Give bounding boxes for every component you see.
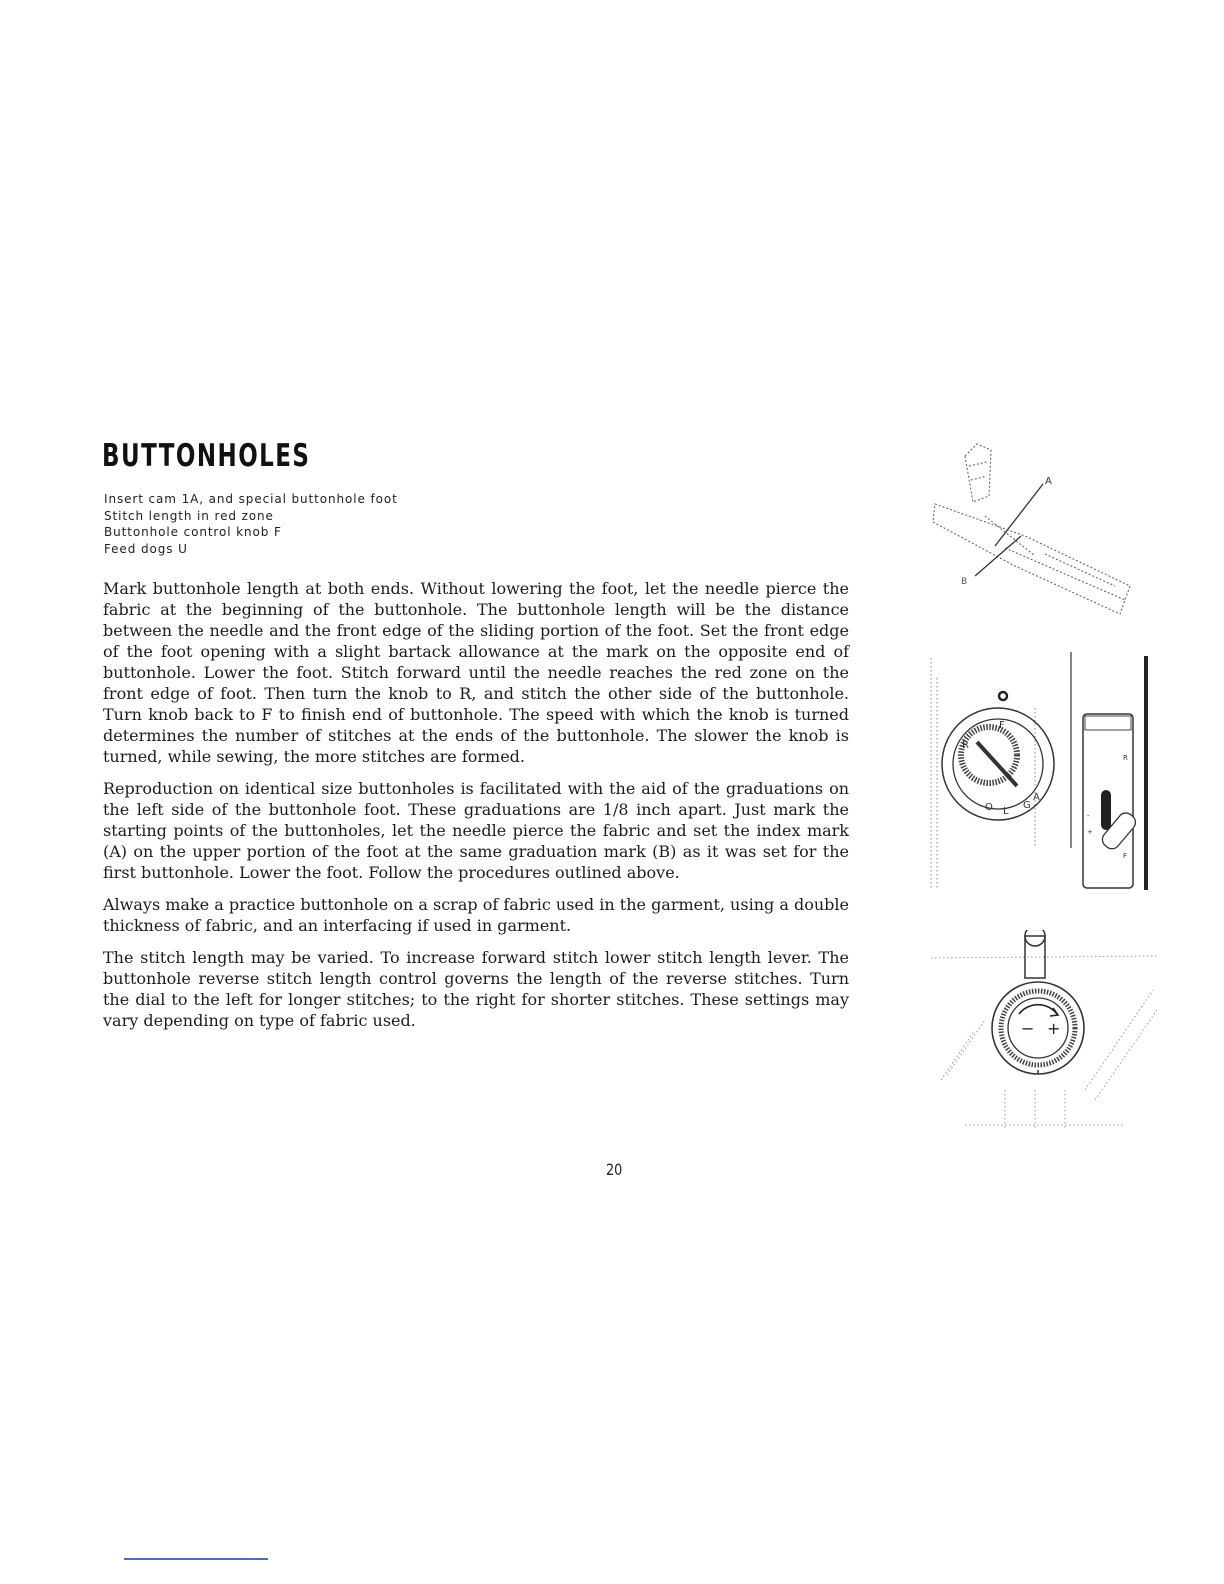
control-knob-illustration: [925, 648, 1157, 894]
knob-letter-l: L: [1003, 806, 1009, 817]
footer-rule: [124, 1558, 268, 1560]
knob-letter-f: F: [999, 720, 1005, 731]
settings-list: [104, 491, 398, 557]
setting-cam: Insert cam 1A, and special buttonhole foot: [104, 492, 398, 506]
knob-letter-a: A: [1033, 792, 1040, 803]
lever-label-f: F: [1123, 852, 1128, 860]
dial-plus: +: [1047, 1019, 1061, 1038]
page-title: BUTTONHOLES: [102, 438, 311, 474]
paragraph-practice: Always make a practice buttonhole on a scrap of fabric used in the garment, using a double thickness of fabric, and an interfacing if used in garment.: [103, 895, 849, 935]
foot-label-b: B: [961, 577, 968, 587]
paragraph-reproduction: Reproduction on identical size buttonholes is facilitated with the aid of the graduations on the left side of the buttonhole foot. These graduations are 1/8 inch apart. Just mark the starting points of the buttonholes, let the needle pierce the fabric and set the index mark (A) on the upper portion of the foot at the same graduation mark (B) as it was set for the first buttonhole. Lower the foot. Follow the procedures outlined above.: [103, 779, 849, 882]
lever-label-minus: -: [1087, 812, 1090, 820]
paragraph-marking: Mark buttonhole length at both ends. Without lowering the foot, let the needle pierce the fabric at the beginning of the buttonhole. The buttonhole length will be the distance between the needle and the front edge of the sliding portion of the foot. Set the front edge of the foot opening with a slight bartack allowance at the mark on the opposite end of buttonhole. Lower the foot. Stitch forward until the needle reaches the red zone on the front edge of foot. Then turn the knob to R, and stitch the other side of the buttonhole. Turn knob back to F to finish end of buttonhole. The speed with which the knob is turned determines the number of stitches at the ends of the buttonhole. The slower the knob is turned, while sewing, the more stitches are formed.: [103, 579, 849, 766]
paragraph-stitch-length: The stitch length may be varied. To increase forward stitch lower stitch length lever. The buttonhole reverse stitch length control governs the length of the reverse stitches. Turn the dial to the left for longer stitches; to the right for shorter stitches. These settings may vary depending on type of fabric used.: [103, 948, 849, 1030]
setting-stitch-length: Stitch length in red zone: [104, 508, 274, 523]
reverse-stitch-dial-illustration: [925, 930, 1157, 1142]
setting-feed-dogs: Feed dogs U: [104, 541, 188, 556]
body-text: [103, 578, 849, 1042]
buttonhole-foot-illustration: [925, 436, 1155, 636]
knob-letter-g: G: [1023, 800, 1031, 811]
lever-label-plus: +: [1087, 828, 1093, 836]
foot-label-a: A: [1045, 476, 1052, 487]
dial-minus: −: [1021, 1019, 1035, 1038]
lever-label-r: R: [1123, 754, 1128, 762]
knob-letter-o: O: [985, 802, 993, 813]
setting-control-knob: Buttonhole control knob F: [104, 525, 282, 539]
knob-letter-r: R: [962, 740, 969, 751]
page-number: 20: [606, 1160, 623, 1179]
